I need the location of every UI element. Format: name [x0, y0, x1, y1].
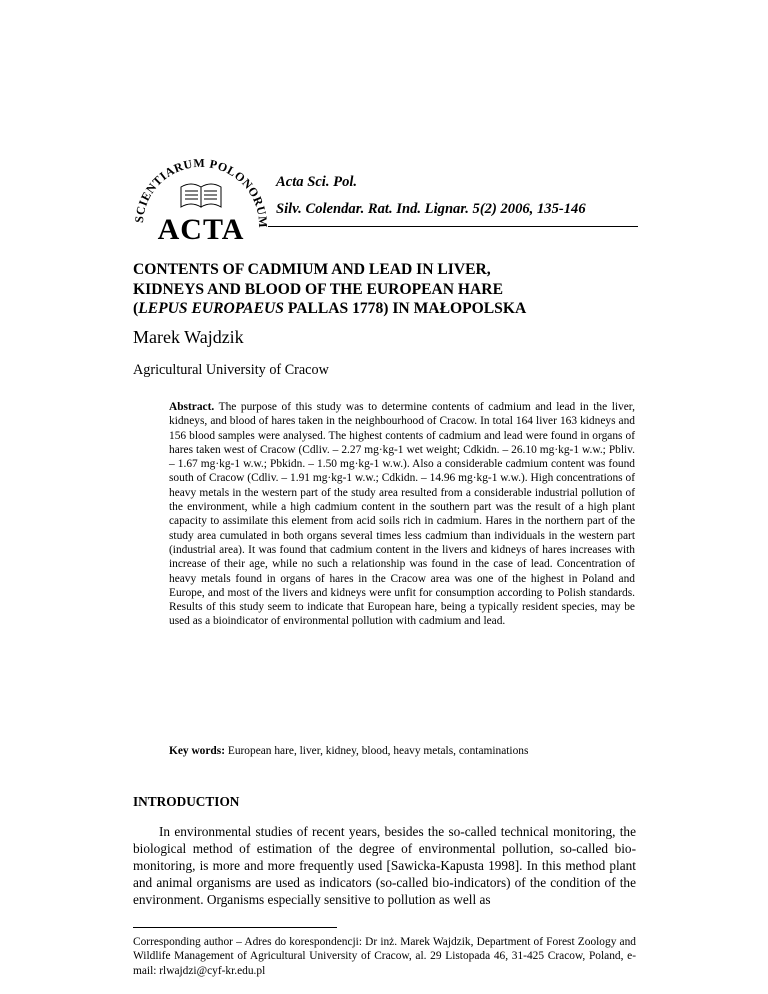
journal-logo	[131, 143, 271, 243]
journal-citation: Silv. Colendar. Rat. Ind. Lignar. 5(2) 2006, 135-146	[276, 201, 586, 217]
title-line: CONTENTS OF CADMIUM AND LEAD IN LIVER,	[133, 261, 491, 278]
author-affiliation: Agricultural University of Cracow	[133, 362, 329, 378]
title-line: KIDNEYS AND BLOOD OF THE EUROPEAN HARE	[133, 280, 503, 298]
logo-arc-text: SCIENTIARUM POLONORUM	[131, 155, 271, 229]
abstract-text: The purpose of this study was to determine contents of cadmium and lead in the liver, kidneys, and blood of hares taken in the neighbourhood of Cracow. In total 164 liver 163 kidneys and 156 blood samples were analysed. The highest contents of cadmium and lead were found in organs of hares taken west of Cracow (Cdliv. – 2.27 mg·kg-1 wet weight; Cdkidn. – 26.10 mg·kg-1 w.w.; Pbliv. – 1.67 mg·kg-1 w.w.; Pbkidn. – 1.50 mg·kg-1 w.w.). Also a considerable cadmium content was found south of Cracow (Cdliv. – 1.91 mg·kg-1 w.w.; Cdkidn. – 14.96 mg·kg-1 w.w.). High concentrations of heavy metals in the western part of the study area resulted from a considerable industrial pollution of the environment, while a high cadmium content in the southern part was the result of a high plant capacity to assimilate this element from acid soils rich in cadmium. Hares in the northern part of the study area cumulated in both organs several times less cadmium than individuals in the western part (industrial area). It was found that cadmium content in the livers and kidneys of hares increases with increase of their age, while no such a relationship was found in the case of lead. Concentration of heavy metals found in organs of hares in the Cracow area was one of the highest in Poland and Europe, and most of the livers and kidneys were unfit for consumption according to Polish standards. Results of this study seem to indicate that European hare, being a typically resident species, may be used as a bioindicator of environmental pollution with cadmium and lead.	[169, 401, 635, 628]
section-heading-introduction: INTRODUCTION	[133, 794, 240, 809]
footnote-divider	[133, 927, 337, 928]
abstract-label: Abstract.	[169, 401, 215, 413]
introduction-paragraph: In environmental studies of recent years, besides the so-called technical monitoring, the biological method of estimation of the degree of environmental pollution, so-called bio-monitoring, is more and more frequently used [Sawicka-Kapusta 1998]. In this method plant and animal organisms are used as indicators (so-called bio-indicators) of the condition of the environment. Organisms especially sensitive to pollution as well as	[133, 824, 636, 907]
logo-word: ACTA	[157, 213, 245, 243]
acta-logo-emblem	[131, 143, 271, 243]
abstract	[169, 400, 635, 629]
keywords-label: Key words:	[169, 745, 225, 757]
keywords-text: European hare, liver, kidney, blood, heavy metals, contaminations	[227, 745, 529, 757]
keywords	[169, 745, 528, 757]
title-line: (LEPUS EUROPAEUS PALLAS 1778) IN MAŁOPOLSKA	[133, 300, 527, 317]
open-book-icon	[181, 184, 221, 207]
header-divider	[268, 226, 638, 227]
author-name: Marek Wajdzik	[133, 327, 244, 347]
species-name: LEPUS EUROPAEUS	[138, 300, 284, 317]
journal-name: Acta Sci. Pol.	[276, 174, 358, 190]
corresponding-author-footnote: Corresponding author – Adres do korespondencji: Dr inż. Marek Wajdzik, Department of Forest Zoology and Wildlife Management of Agricultural University of Cracow, al. 29 Listopada 46, 31-425 Cracow, Poland, e-mail: rlwajdzi@cyf-kr.edu.pl	[133, 936, 636, 977]
article-title	[133, 260, 653, 319]
